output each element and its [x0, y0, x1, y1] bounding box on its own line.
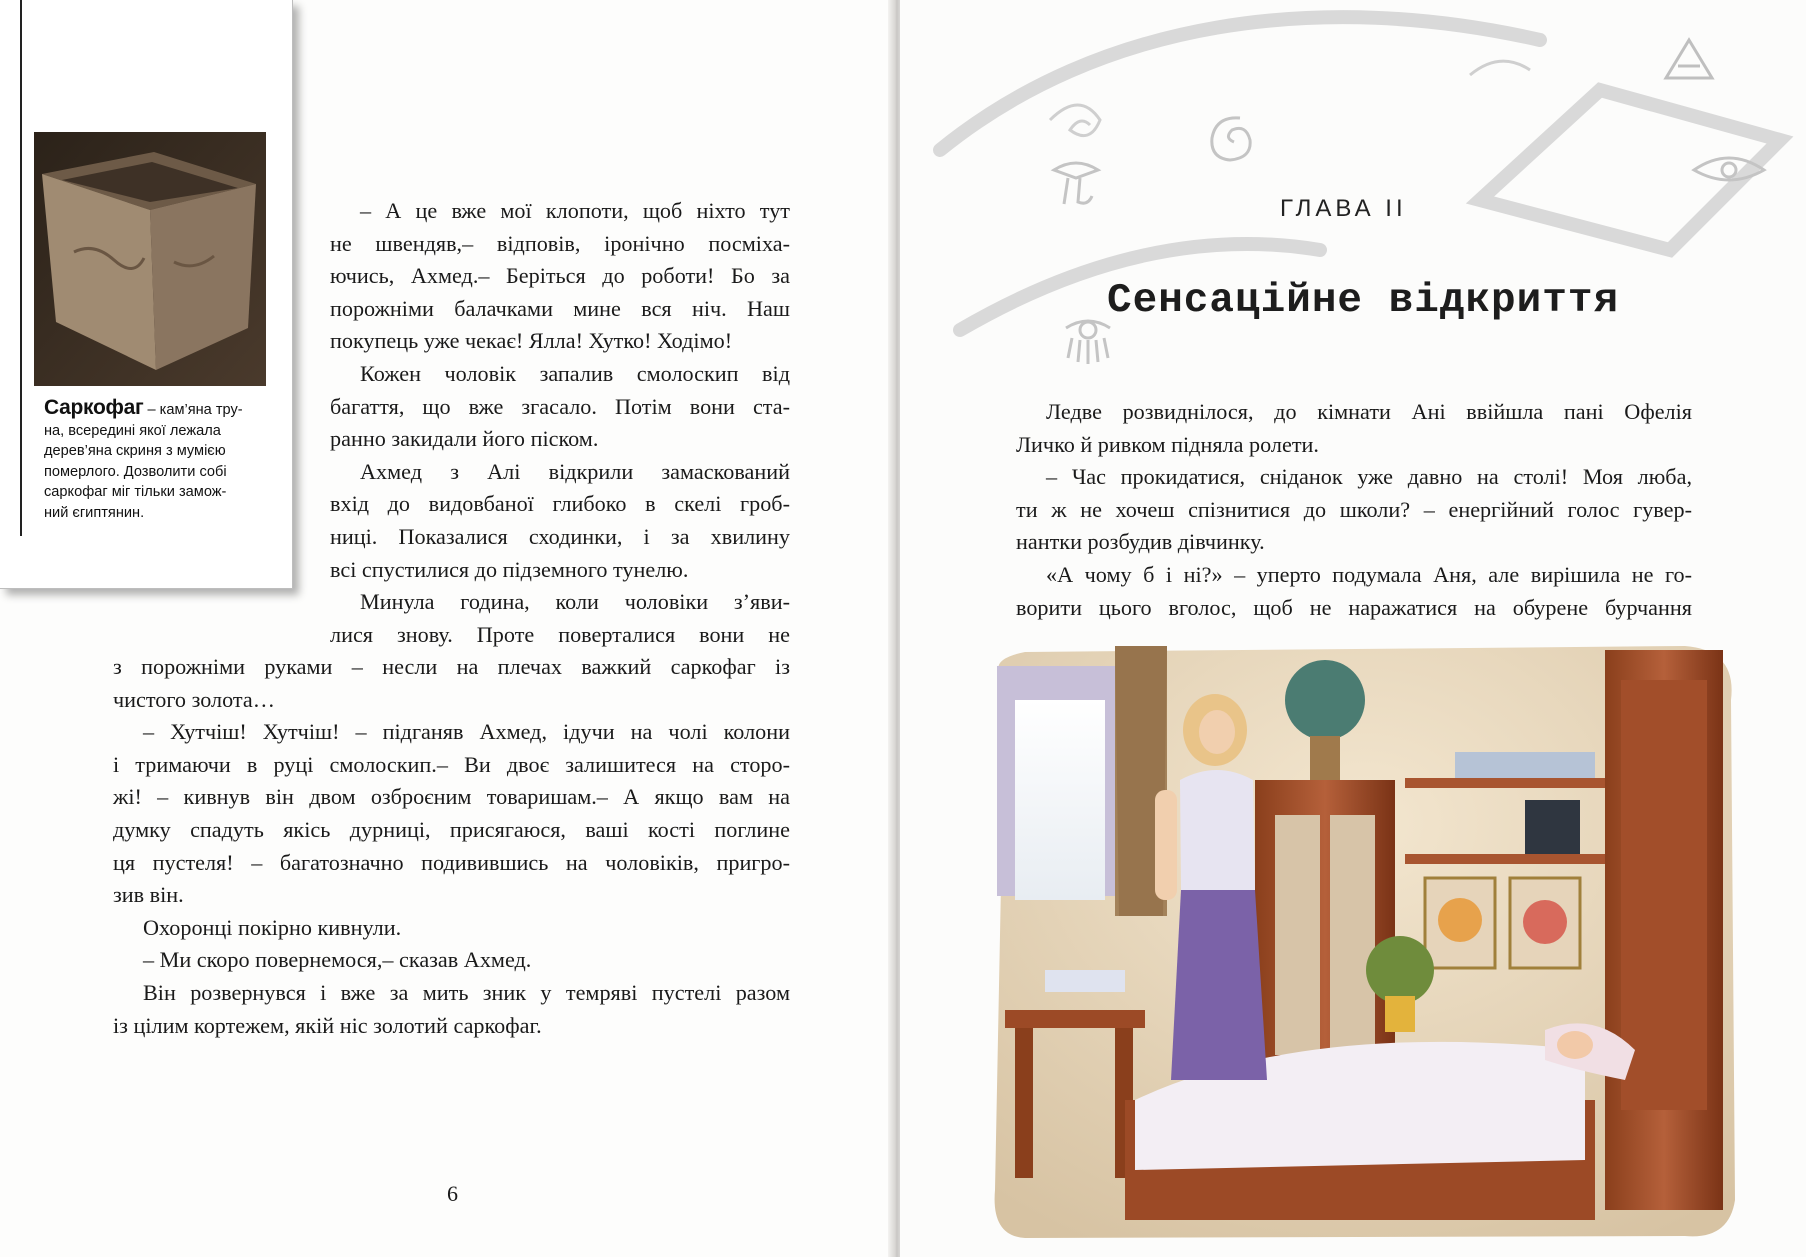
- text-line: лися знову. Проте поверталися вони не: [330, 621, 790, 647]
- text-line: ранно закидали його піском.: [330, 426, 599, 452]
- text-line: – Час прокидатися, сніданок уже давно на столі! Моя люба,: [1046, 464, 1692, 490]
- sarcophagus-photo: [34, 132, 266, 386]
- text-line: жі! – кивнув він двом озброєним товаришам.– А якщо вам на: [113, 784, 790, 810]
- chapter-label: ГЛАВА II: [1280, 195, 1407, 222]
- text-line: Ледве розвиднілося, до кімнати Ані ввійшла пані Офелія: [1046, 399, 1692, 424]
- text-line: Він розвернувся і вже за мить зник у темряві пустелі разом: [143, 979, 790, 1005]
- text-line: Минула година, коли чоловіки з’яви-: [360, 589, 790, 615]
- note-line: ний єгиптянин.: [44, 504, 145, 521]
- wadjet-icon: [1048, 156, 1104, 212]
- text-line: ти ж не хочеш спізнитися до школи? – енергійний голос гувер-: [1016, 496, 1692, 522]
- note-line: померлого. Дозволити собі: [44, 463, 227, 480]
- text-line: ця пустеля! – багатозначно подивившись на чоловіків, пригро-: [113, 849, 790, 875]
- text-line: – А це вже мої клопоти, щоб ніхто тут: [360, 198, 790, 223]
- chapter-title: Сенсаційне відкриття: [1107, 278, 1620, 324]
- sidebar-note: [0, 0, 293, 589]
- text-line: Охоронці покірно кивнули.: [143, 914, 402, 940]
- left-page: [0, 0, 894, 1257]
- text-line: Личко й ривком підняла ролети.: [1016, 431, 1319, 457]
- text-line: із цілим кортежем, якій ніс золотий саркофаг.: [113, 1012, 542, 1038]
- note-line: дерев’яна скриня з мумією: [44, 443, 226, 459]
- spiral-icon: [1208, 112, 1260, 170]
- text-line: всі спустилися до підземного тунелю.: [330, 556, 689, 582]
- text-line: Кожен чоловік запалив смолоскип від: [360, 360, 790, 386]
- text-line: чистого золота…: [113, 686, 275, 712]
- page-number: 6: [447, 1181, 458, 1206]
- text-line: вхід до видовбаної глибоко в скелі гроб-: [330, 491, 790, 517]
- text-line: нантки розбудив дівчинку.: [1016, 529, 1265, 555]
- text-line: Ахмед з Алі відкрили замаскований: [360, 458, 790, 484]
- note-text: [44, 398, 262, 523]
- text-line: «А чому б і ні?» – уперто подумала Аня, але вирішила не го-: [1046, 561, 1692, 587]
- right-column: [1016, 396, 1692, 624]
- note-line: на, всередині якої лежала: [44, 422, 221, 439]
- text-line: ючись, Ахмед.– Беріться до роботи! Бо за: [330, 263, 790, 289]
- text-line: покупець уже чекає! Ялла! Хутко! Ходімо!: [330, 328, 733, 354]
- note-term: Саркофаг: [44, 396, 144, 419]
- note-rule: [20, 0, 22, 536]
- text-line: – Ми скоро повернемося,– сказав Ахмед.: [143, 947, 532, 973]
- triangle-icon: [1660, 36, 1718, 86]
- note-line: – кам’яна тру-: [143, 402, 243, 418]
- text-line: і тримаючи в руці смолоскип.– Ви двоє залишитеся на сторо-: [113, 751, 790, 777]
- text-line: з порожніми руками – несли на плечах важкий саркофаг із: [113, 654, 790, 679]
- eye-icon: [1690, 150, 1768, 190]
- text-line: – Хутчіш! Хутчіш! – підганяв Ахмед, ідучи на чолі колони: [143, 719, 790, 745]
- text-line: багаття, що вже згасало. Потім вони ста-: [330, 393, 790, 419]
- note-line: саркофаг міг тільки замож-: [44, 484, 227, 500]
- narrow-column: [330, 195, 790, 651]
- text-line: ворити цього вголос, щоб не наражатися на обурене бурчання: [1016, 594, 1692, 620]
- text-line: ниці. Показалися сходинки, і за хвилину: [330, 523, 790, 549]
- text-line: зив він.: [113, 882, 184, 908]
- text-line: не швендяв,– відповів, іронічно посміха-: [330, 230, 790, 256]
- text-line: думку спадуть якісь дурниці, присягаюся, ваші кості поглине: [113, 816, 790, 842]
- text-line: порожніми балачками мине вся ніч. Наш: [330, 295, 790, 321]
- wide-column: [113, 651, 790, 1042]
- bedroom-illustration: [985, 640, 1737, 1240]
